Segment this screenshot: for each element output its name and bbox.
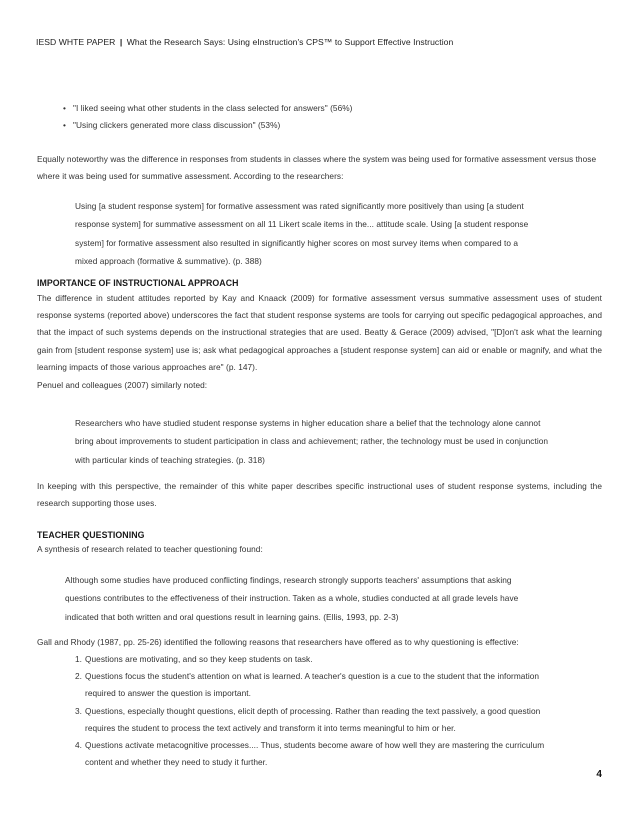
- list-item-number: 3.: [75, 705, 83, 716]
- heading-instructional-approach: IMPORTANCE OF INSTRUCTIONAL APPROACH: [37, 278, 239, 288]
- list-item-number: 1.: [75, 654, 83, 664]
- bullet-item: • "I liked seeing what other students in the class selected for answers" (56%): [63, 100, 352, 117]
- header-org: IESD WHTE PAPER: [36, 37, 116, 47]
- header-separator: |: [119, 37, 123, 47]
- list-item-number: 4.: [75, 740, 83, 751]
- reasons-list: [75, 651, 545, 771]
- page-number: 4: [596, 769, 602, 780]
- heading-teacher-questioning: TEACHER QUESTIONING: [37, 530, 145, 540]
- list-item-text: Questions, especially thought questions, elicit depth of processing. Rather than reading the text passively, a good question requires the student to process the text actively and transform it into terms meaningful to him or her.: [85, 705, 541, 733]
- block-quote-3: Although some studies have produced conflicting findings, research strongly supports teachers' assumptions that asking questions contributes to the effectiveness of their instruction. Taken as a whole, studies conducted at all grade levels have indicated that both written and oral questions result in learning gains. (Ellis, 1993, pp. 2-3): [65, 575, 519, 622]
- paragraph-synthesis: A synthesis of research related to teacher questioning found:: [37, 544, 263, 554]
- list-item-number: 2.: [75, 671, 83, 682]
- bullet-item: • "Using clickers generated more class discussion" (53%): [63, 117, 352, 134]
- header-title: What the Research Says: Using eInstruction's CPS™ to Support Effective Instruction: [126, 37, 454, 47]
- paragraph-formative: Equally noteworthy was the difference in responses from students in classes where the system was being used for formative assessment versus those where it was being used for summative assessment. According to the researchers:: [37, 154, 597, 182]
- list-item: [75, 651, 545, 668]
- running-header: [36, 36, 453, 48]
- survey-bullet-list: [63, 100, 352, 134]
- list-item-text: Questions activate metacognitive processes.... Thus, students become aware of how well they are mastering the curriculum content and whether they need to study it further.: [85, 740, 545, 768]
- block-quote-2: Researchers who have studied student response systems in higher education share a belief that the technology alone cannot bring about improvements to student participation in class and achievement; rather, the technology must be used in conjunction with particular kinds of teaching strategies. (p. 318): [75, 418, 549, 465]
- paragraph-keeping: In keeping with this perspective, the remainder of this white paper describes specific instructional uses of student response systems, including the research supporting those uses.: [37, 481, 602, 509]
- list-item: [75, 737, 545, 771]
- list-item-text: Questions are motivating, and so they keep students on task.: [85, 654, 313, 664]
- list-item: [75, 703, 545, 737]
- list-item-text: Questions focus the student's attention on what is learned. A teacher's question is a cue to the student that the information required to answer the question is important.: [85, 671, 540, 699]
- paragraph-instructional: The difference in student attitudes reported by Kay and Knaack (2009) for formative assessment versus summative assessment uses of student response systems (reported above) underscores the fact that student response systems are tools for carrying out specific pedagogical approaches, and that the impact of such systems depends on the instructional strategies that are used. Beatty & Gerace (2009) advised, "[D]on't ask what the learning gain from [student response system] use is; ask what pedagogical approaches a [student response system] can aid or enable or magnify, and what the learning impacts of those various approaches are" (p. 147).: [37, 293, 602, 372]
- block-quote-1: Using [a student response system] for formative assessment was rated significantly more positively than using [a student response system] for summative assessment on all 11 Likert scale items in the... attitude scale. Using [a student response system] for formative assessment also resulted in significantly higher scores on most survey items when compared to a mixed approach (formative & summative). (p. 388): [75, 201, 529, 267]
- list-item: [75, 668, 545, 702]
- paragraph-penuel: Penuel and colleagues (2007) similarly noted:: [37, 380, 208, 390]
- paragraph-gall: Gall and Rhody (1987, pp. 25-26) identified the following reasons that researchers have offered as to why questioning is effective:: [37, 637, 519, 647]
